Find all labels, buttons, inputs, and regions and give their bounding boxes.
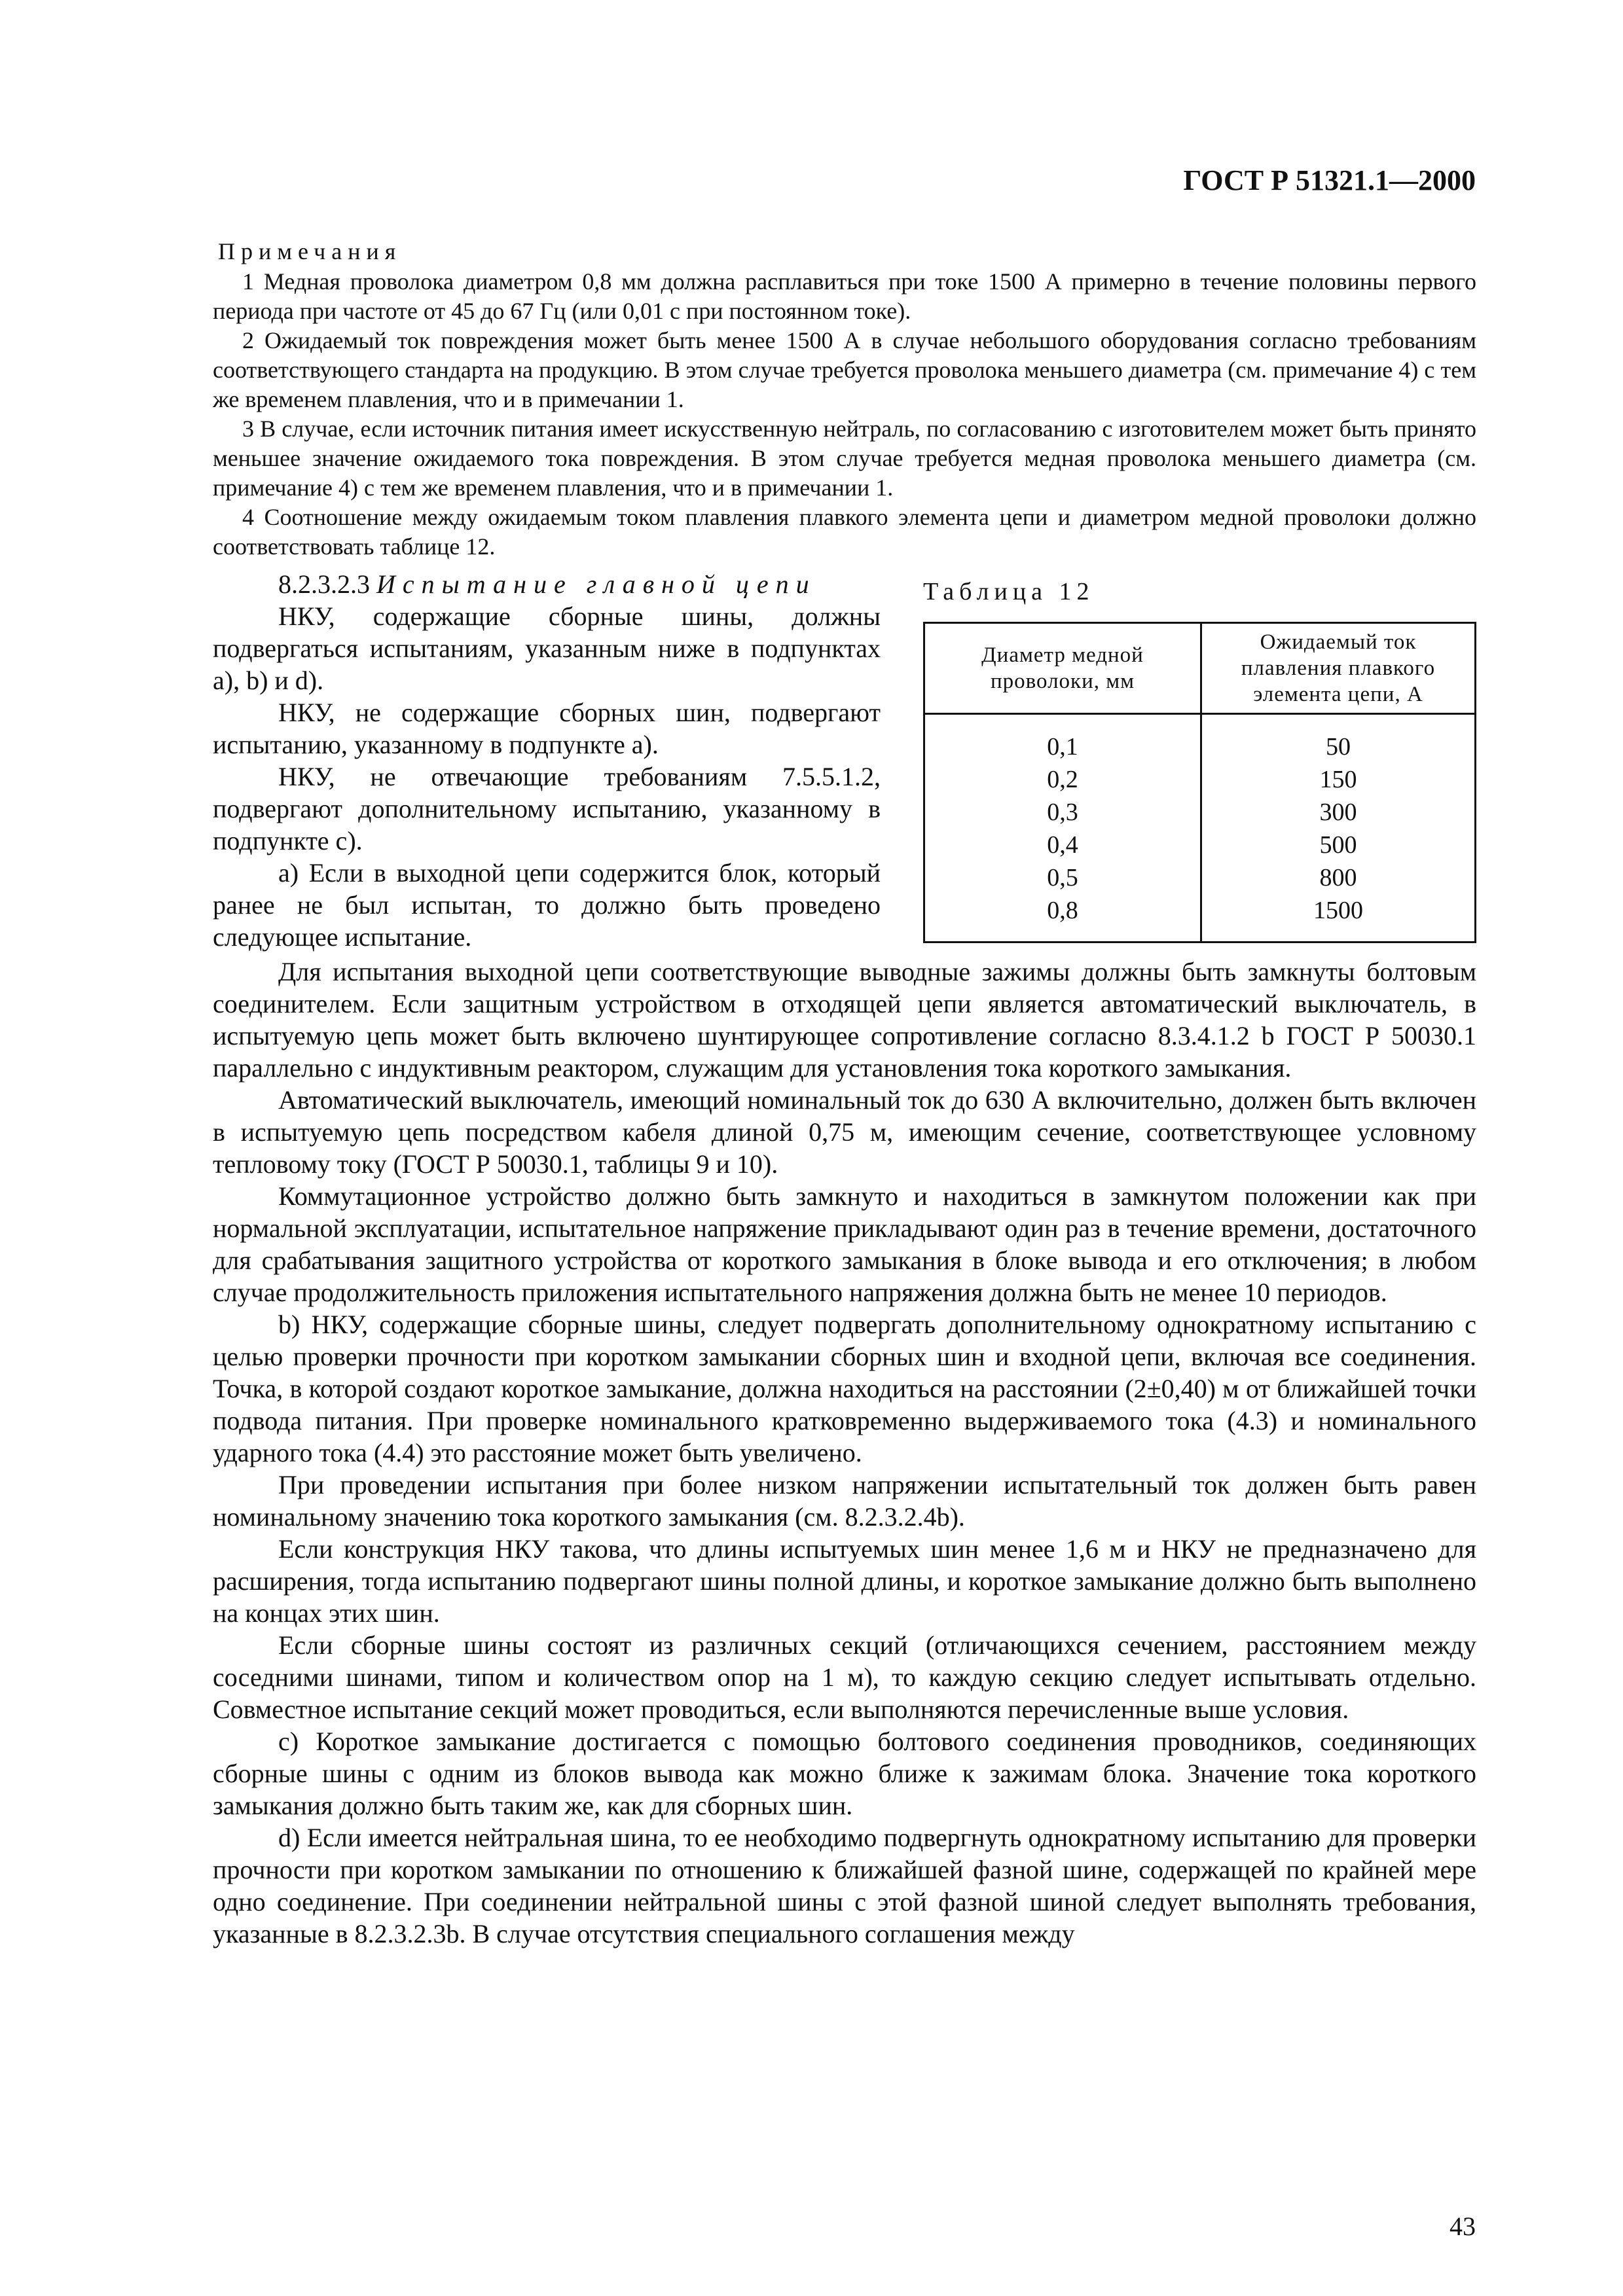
table-title: Таблица 12 bbox=[923, 578, 1095, 605]
table-header-row bbox=[924, 623, 1476, 714]
paragraph: а) Если в выходной цепи содержится блок, который ранее не был испытан, то должно быть проведено следующее испытание. bbox=[213, 858, 881, 952]
paragraph: Коммутационное устройство должно быть замкнуто и находиться в замкнутом положении как при нормальной эксплуатации, испытательное напряжение прикладывают один раз в течение времени, достаточного для срабатывания защитного устройства от короткого замыкания в блоке вывода и его отключения; в любом случае продолжительность приложения испытательного напряжения должна быть не менее 10 периодов. bbox=[213, 1181, 1476, 1307]
wire-diameter-table bbox=[923, 622, 1476, 943]
paragraph: Если сборные шины состоят из различных секций (отличающихся сечением, расстоянием между соседними шинами, типом и количеством опор на 1 м), то каждую секцию следует испытывать отдельно. Совместное испытание секций может проводиться, если выполняются перечисленные выше условия. bbox=[213, 1630, 1476, 1724]
section-title: Испытание главной цепи bbox=[376, 569, 816, 599]
document-code: ГОСТ Р 51321.1—2000 bbox=[1183, 164, 1476, 196]
note-1: 1 Медная проволока диаметром 0,8 мм должна расплавиться при токе 1500 А примерно в течение половины первого периода при частоте от 45 до 67 Гц (или 0,01 с при постоянном токе). bbox=[213, 268, 1476, 324]
current-values-cell bbox=[1201, 714, 1476, 942]
paragraph: Если конструкция НКУ такова, что длины испытуемых шин менее 1,6 м и НКУ не предназначено для расширения, тогда испытанию подвергают шины полной длины, и короткое замыкание должно быть выполнено на концах этих шин. bbox=[213, 1534, 1476, 1628]
table-row bbox=[924, 714, 1476, 942]
header-diameter: Диаметр медной проволоки, мм bbox=[924, 623, 1201, 714]
note-3: 3 В случае, если источник питания имеет искусственную нейтраль, по согласованию с изготовителем может быть принято меньшее значение ожидаемого тока повреждения. В этом случае требуется медная проволока меньшего диаметра (см. примечание 4) с тем же временем плавления, что и в примечании 1. bbox=[213, 416, 1476, 501]
current-values: 50 150 300 500 800 1500 bbox=[1313, 733, 1363, 924]
section-intro-column bbox=[213, 568, 881, 953]
paragraph: При проведении испытания при более низком напряжении испытательный ток должен быть равен номинальному значению тока короткого замыкания (см. 8.2.3.2.4b). bbox=[213, 1470, 1476, 1532]
note-4: 4 Соотношение между ожидаемым током плавления плавкого элемента цепи и диаметром медной проволоки должно соответствовать таблице 12. bbox=[213, 504, 1476, 560]
paragraph: Для испытания выходной цепи соответствующие выводные зажимы должны быть замкнуты болтовым соединителем. Если защитным устройством в отходящей цепи является автоматический выключатель, в испытуемую цепь может быть включено шунтирующее сопротивление согласно 8.3.4.1.2 b ГОСТ Р 50030.1 параллельно с индуктивным реактором, служащим для установления тока короткого замыкания. bbox=[213, 957, 1476, 1083]
section-number: 8.2.3.2.3 bbox=[278, 569, 370, 599]
notes-block bbox=[213, 236, 1476, 562]
paragraph: с) Короткое замыкание достигается с помощью болтового соединения проводников, соединяющих сборные шины с одним из блоков вывода как можно ближе к зажимам блока. Значение тока короткого замыкания должно быть таким же, как для сборных шин. bbox=[213, 1727, 1476, 1820]
paragraph: Автоматический выключатель, имеющий номинальный ток до 630 А включительно, должен быть включен в испытуемую цепь посредством кабеля длиной 0,75 м, имеющим сечение, соответствующее условному тепловому току (ГОСТ Р 50030.1, таблицы 9 и 10). bbox=[213, 1085, 1476, 1179]
paragraph: НКУ, не содержащие сборных шин, подвергают испытанию, указанному в подпункте а). bbox=[213, 698, 881, 759]
paragraph: НКУ, содержащие сборные шины, должны подвергаться испытаниям, указанным ниже в подпунктах а), b) и d). bbox=[213, 601, 881, 695]
header-current: Ожидаемый ток плавления плавкого элемента цепи, А bbox=[1201, 623, 1476, 714]
table-12-block bbox=[923, 576, 1476, 943]
paragraph: b) НКУ, содержащие сборные шины, следует подвергать дополнительному однократному испытанию с целью проверки прочности при коротком замыкании сборных шин и входной цепи, включая все соединения. Точка, в которой создают короткое замыкание, должна находиться на расстоянии (2±0,40) м от ближайшей точки подвода питания. При проверке номинального кратковременно выдерживаемого тока (4.3) и номинального ударного тока (4.4) это расстояние может быть увеличено. bbox=[213, 1310, 1476, 1467]
paragraph: d) Если имеется нейтральная шина, то ее необходимо подвергнуть однократному испытанию для проверки прочности при коротком замыкании по отношению к ближайшей фазной шине, содержащей по крайней мере одно соединение. При соединении нейтральной шины с этой фазной шиной следует выполнять требования, указанные в 8.2.3.2.3b. В случае отсутствия специального соглашения между bbox=[213, 1823, 1476, 1948]
paragraph: НКУ, не отвечающие требованиям 7.5.5.1.2, подвергают дополнительному испытанию, указанному в подпункте с). bbox=[213, 762, 881, 855]
section-body bbox=[213, 956, 1476, 1950]
diameter-values: 0,1 0,2 0,3 0,4 0,5 0,8 bbox=[1047, 733, 1078, 924]
page-number: 43 bbox=[1450, 2212, 1476, 2241]
diameter-values-cell bbox=[924, 714, 1201, 942]
notes-title: Примечания bbox=[218, 238, 402, 264]
section-heading bbox=[213, 568, 881, 600]
note-2: 2 Ожидаемый ток повреждения может быть менее 1500 А в случае небольшого оборудования согласно требованиям соответствующего стандарта на продукцию. В этом случае требуется проволока меньшего диаметра (см. примечание 4) с тем же временем плавления, что и в примечании 1. bbox=[213, 327, 1476, 412]
